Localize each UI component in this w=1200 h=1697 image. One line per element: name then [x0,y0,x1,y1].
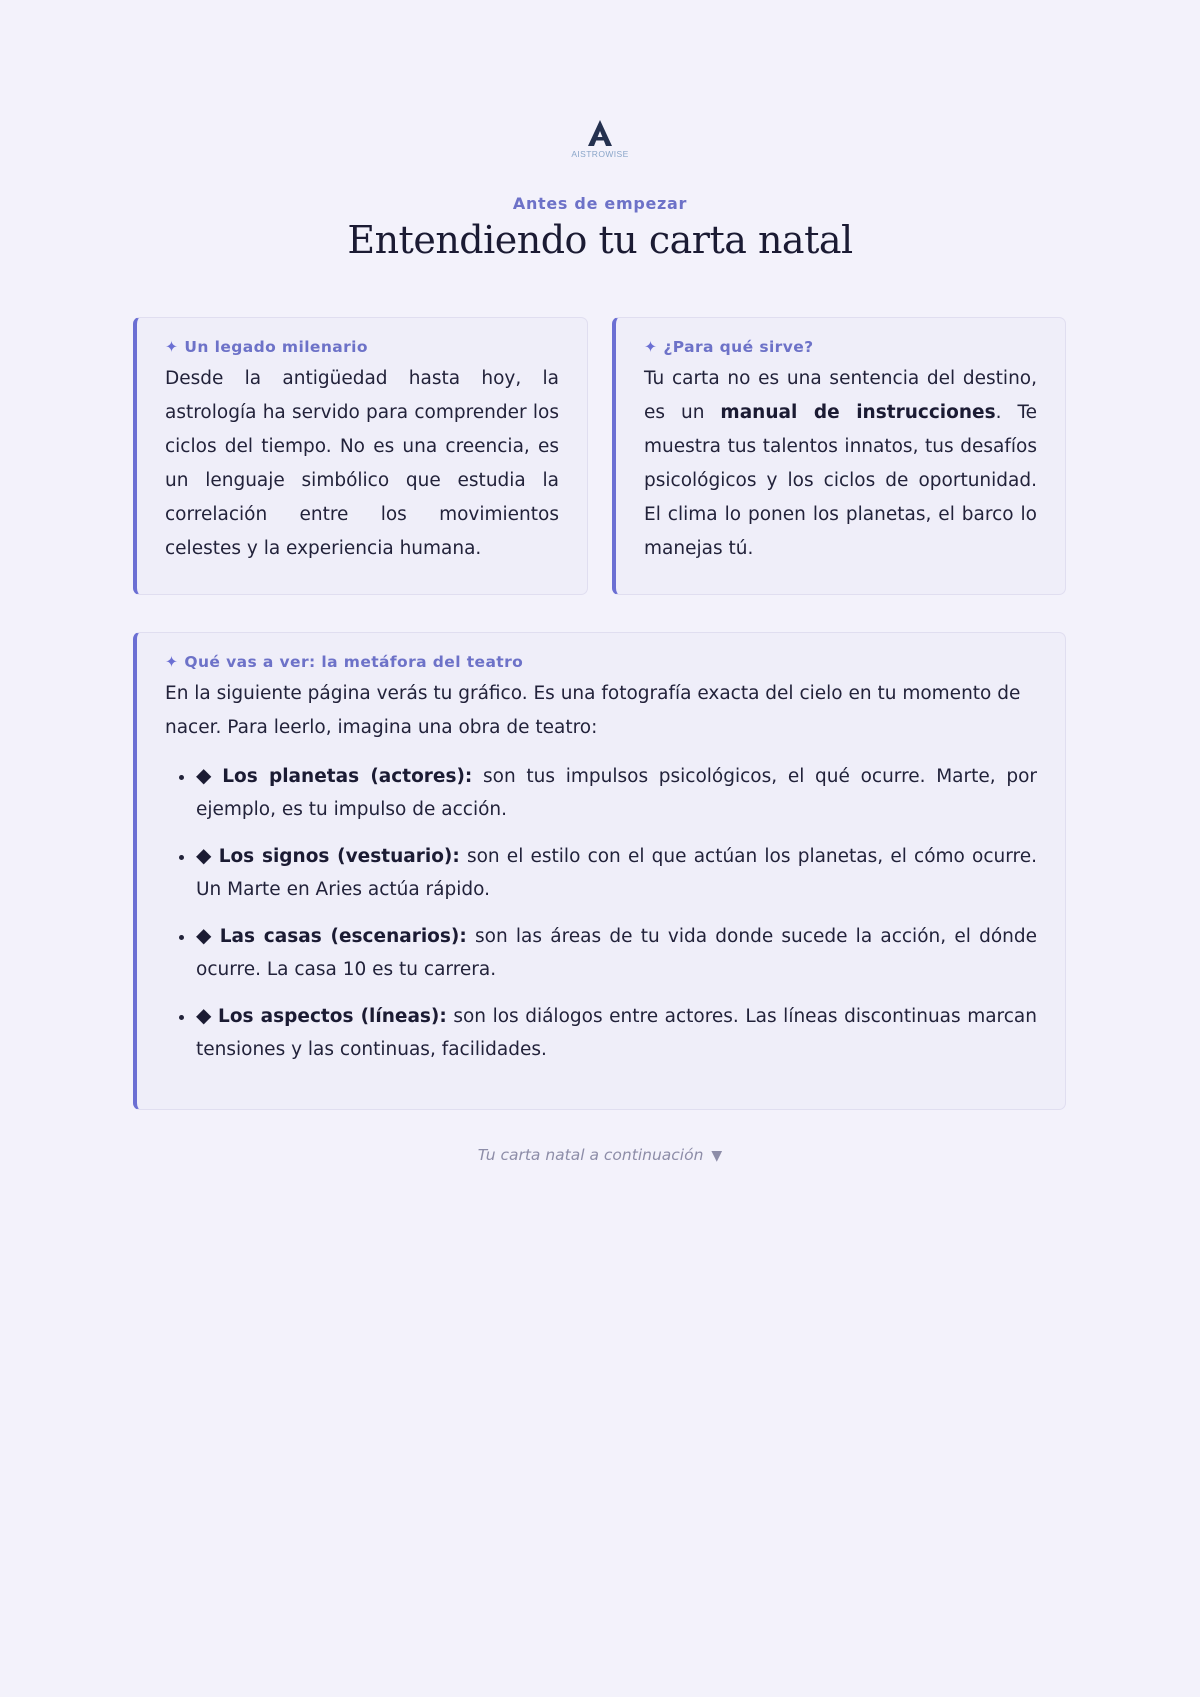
continuation-text: Tu carta natal a continuación [477,1146,704,1164]
list-item [196,999,1037,1066]
card-heading [165,653,1037,671]
sparkle-icon: ✦ [165,338,179,356]
list-item [196,919,1037,986]
diamond-icon: ◆ [196,763,217,787]
card-heading [165,338,559,356]
card-theatre-metaphor [133,632,1066,1110]
logo-a-mark [585,118,615,148]
list-item-text: son las áreas de tu vida donde sucede la acción, el dónde ocurre. La casa 10 es tu carrera. [196,926,1038,980]
brand-name: AISTROWISE [571,149,629,159]
list-item-term: Los planetas (actores): [222,766,473,787]
body-text: Tu carta no es una sentencia del destino, es un [644,368,1037,423]
card-heading-text: Un legado milenario [184,338,368,356]
card-intro: En la siguiente página verás tu gráfico. Es una fotografía exacta del cielo en tu momento de nacer. Para leerlo, imagina una obra de teatro: [165,683,1021,738]
diamond-icon: ◆ [196,1003,213,1027]
list-item-term: Los aspectos (líneas): [218,1006,447,1027]
list-item-term: Los signos (vestuario): [218,846,460,867]
body-emphasis: manual de instrucciones [720,402,996,423]
card-body [644,362,1037,566]
card-body: Desde la antigüedad hasta hoy, la astrología ha servido para comprender los ciclos del tiempo. No es una creencia, es un lenguaje simbólico que estudia la correlación entre los movimientos celestes y la experiencia humana. [165,368,559,559]
list-item-term: Las casas (escenarios): [219,926,467,947]
list-item-text: son los diálogos entre actores. Las líneas discontinuas marcan tensiones y las continuas, facilidades. [196,1006,1037,1060]
card-heading-text: Qué vas a ver: la metáfora del teatro [184,653,524,671]
list-item-text: son tus impulsos psicológicos, el qué ocurre. Marte, por ejemplo, es tu impulso de acción. [196,766,1038,820]
sparkle-icon: ✦ [644,338,658,356]
continuation-note [0,1146,1200,1164]
diamond-icon: ◆ [196,923,214,947]
sparkle-icon: ✦ [165,653,179,671]
list-item-text: son el estilo con el que actúan los planetas, el cómo ocurre. Un Marte en Aries actúa rápido. [196,846,1037,900]
triangle-down-icon: ▼ [711,1148,723,1164]
card-purpose [612,317,1066,595]
brand-logo [0,118,1200,159]
list-item [196,839,1037,906]
card-heading [644,338,1037,356]
metaphor-list [165,759,1037,1066]
page-title: Entendiendo tu carta natal [347,218,853,262]
page-eyebrow: Antes de empezar [512,194,688,213]
card-legacy [133,317,588,595]
card-heading-text: ¿Para qué sirve? [663,338,814,356]
diamond-icon: ◆ [196,843,213,867]
body-text: . Te muestra tus talentos innatos, tus desafíos psicológicos y los ciclos de oportunidad. El clima lo ponen los planetas, el barco lo manejas tú. [644,402,1037,559]
list-item [196,759,1037,826]
